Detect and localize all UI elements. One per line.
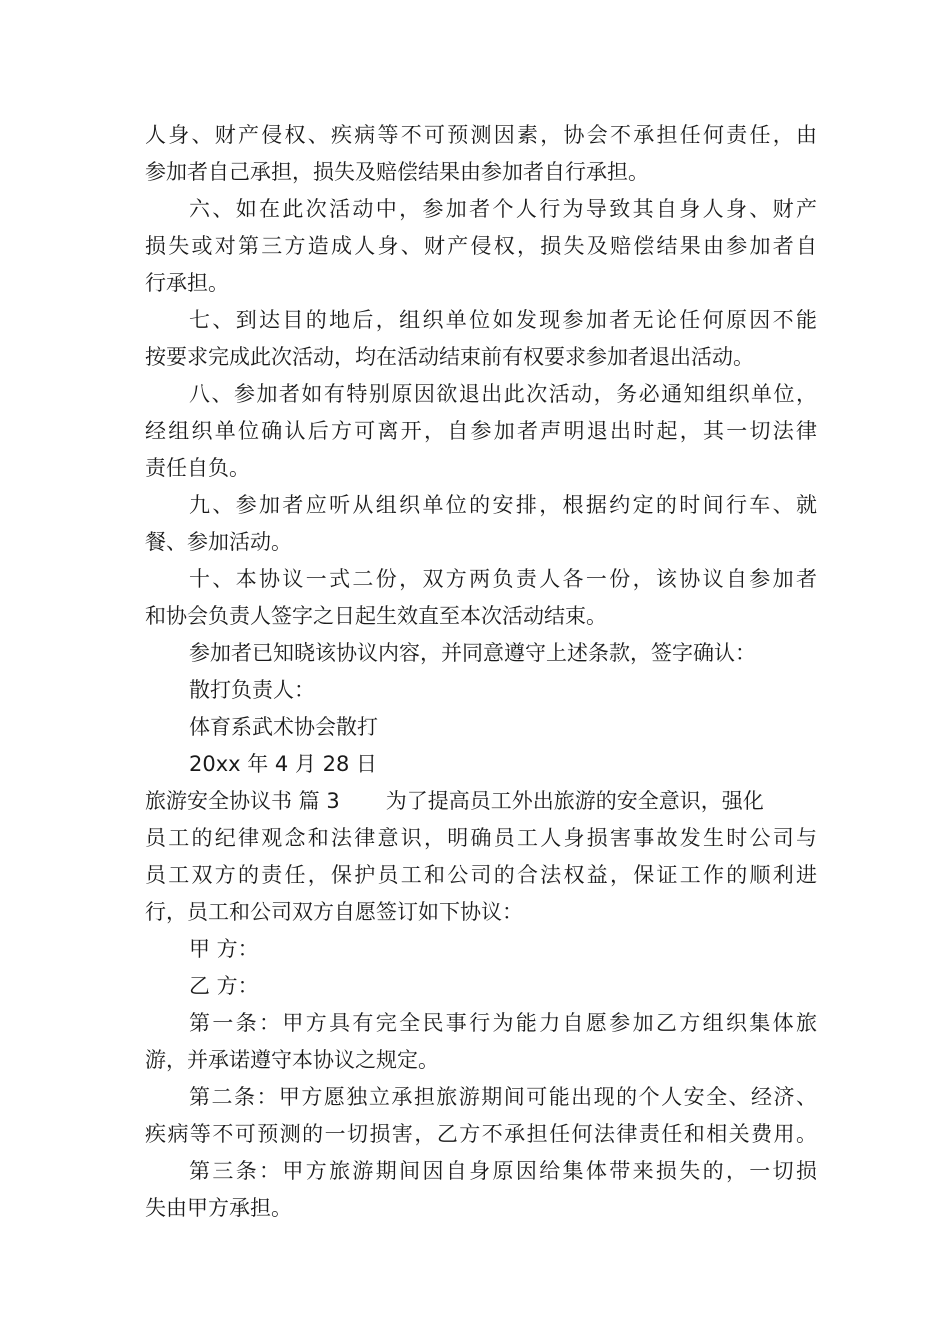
text-line: 按要求完成此次活动，均在活动结束前有权要求参加者退出活动。 xyxy=(145,345,754,369)
text-line: 参加者已知晓该协议内容，并同意遵守上述条款，签字确认： xyxy=(189,641,756,665)
section-heading-line xyxy=(145,783,817,820)
document-page xyxy=(145,117,817,1227)
text-line: 游，并承诺遵守本协议之规定。 xyxy=(145,1048,439,1072)
organization-name: 体育系武术协会散打 xyxy=(189,715,378,739)
text-line: 行承担。 xyxy=(145,271,229,295)
text-line: 第三条：甲方旅游期间因自身原因给集体带来损失的，一切损 xyxy=(189,1159,817,1183)
document-date: 20xx 年 4 月 28 日 xyxy=(189,752,378,776)
text-line: 责任自负。 xyxy=(145,456,250,480)
party-a-label: 甲 方： xyxy=(189,937,259,961)
text-line: 和协会负责人签字之日起生效直至本次活动结束。 xyxy=(145,604,607,628)
party-b-label: 乙 方： xyxy=(189,974,259,998)
text-line: 损失或对第三方造成人身、财产侵权，损失及赔偿结果由参加者自 xyxy=(145,234,817,258)
signature-label: 散打负责人： xyxy=(189,678,315,702)
text-line: 六、如在此次活动中，参加者个人行为导致其自身人身、财产 xyxy=(189,197,817,221)
section-heading: 旅游安全协议书 篇 3 xyxy=(145,789,340,813)
text-line: 第二条：甲方愿独立承担旅游期间可能出现的个人安全、经济、 xyxy=(189,1085,817,1109)
text-line: 经组织单位确认后方可离开，自参加者声明退出时起，其一切法律 xyxy=(145,419,817,443)
text-line: 九、参加者应听从组织单位的安排，根据约定的时间行车、就 xyxy=(189,493,817,517)
text-line: 失由甲方承担。 xyxy=(145,1196,292,1220)
text-line: 疾病等不可预测的一切损害，乙方不承担任何法律责任和相关费用。 xyxy=(145,1122,817,1146)
text-line: 八、参加者如有特别原因欲退出此次活动，务必通知组织单位， xyxy=(189,382,817,406)
text-line: 餐、参加活动。 xyxy=(145,530,292,554)
text-line: 第一条：甲方具有完全民事行为能力自愿参加乙方组织集体旅 xyxy=(189,1011,817,1035)
text-line: 十、本协议一式二份，双方两负责人各一份，该协议自参加者 xyxy=(189,567,817,591)
text-line: 员工双方的责任，保护员工和公司的合法权益，保证工作的顺利进 xyxy=(145,863,817,887)
text-line: 七、到达目的地后，组织单位如发现参加者无论任何原因不能 xyxy=(189,308,817,332)
text-line: 行，员工和公司双方自愿签订如下协议： xyxy=(145,900,523,924)
text-line: 员工的纪律观念和法律意识，明确员工人身损害事故发生时公司与 xyxy=(145,826,817,850)
text-line: 为了提高员工外出旅游的安全意识，强化 xyxy=(385,789,764,813)
text-line: 人身、财产侵权、疾病等不可预测因素，协会不承担任何责任，由 xyxy=(145,123,817,147)
text-line: 参加者自己承担，损失及赔偿结果由参加者自行承担。 xyxy=(145,160,649,184)
